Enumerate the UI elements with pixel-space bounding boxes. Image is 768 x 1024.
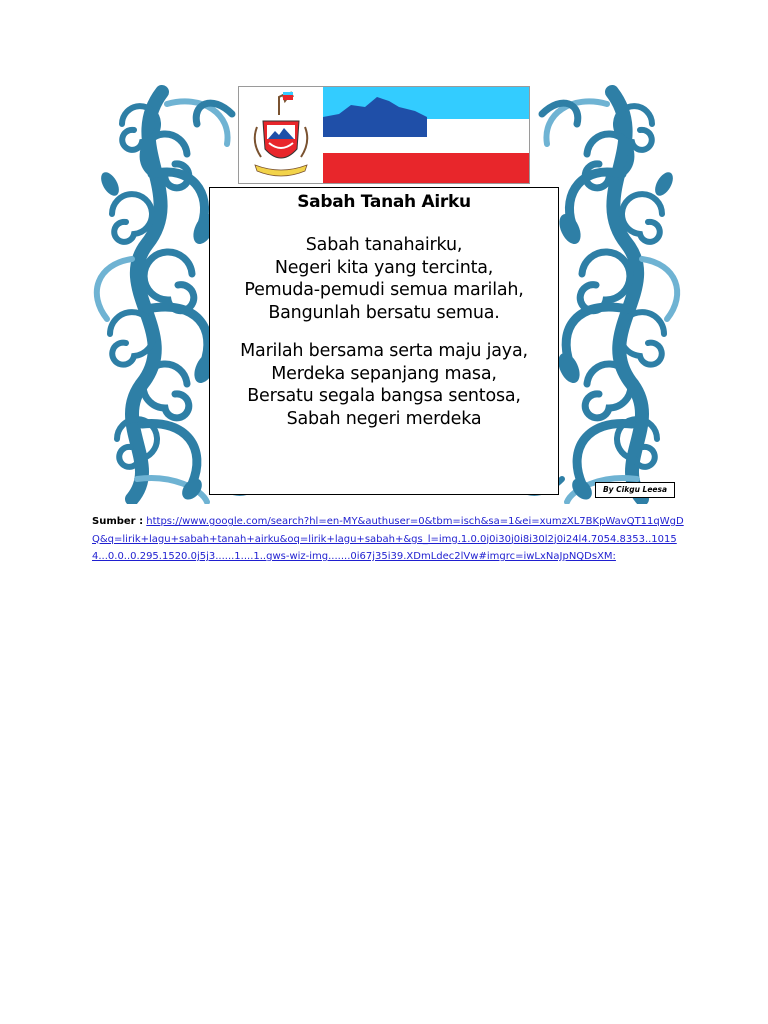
song-poster [92, 84, 682, 504]
source-link[interactable]: https://www.google.com/search?hl=en-MY&authuser=0&tbm=isch&sa=1&ei=xumzXL7BKpWavQT11qWgDQ&q=lirik+lagu+sabah+tanah+airku&oq=lirik+lagu+sabah+&gs_l=img.1.0.0j0i30j0i8i30l2j0i24l4.7054.8353..10154...0.0..0.295.1520.0j5j3......1....1..gws-wiz-img.......0i67j35i39.XDmLdec2lVw#imgrc=iwLxNaJpNQDsXM: [92, 516, 684, 562]
lyric-line: Pemuda-pemudi semua marilah, [244, 280, 524, 300]
lyric-line: Bangunlah bersatu semua. [268, 302, 500, 323]
source-citation [92, 513, 684, 566]
source-label: Sumber : [92, 516, 144, 527]
verse-2 [210, 340, 558, 430]
lyric-line: Sabah tanahairku, [305, 235, 463, 255]
lyrics-box [209, 187, 559, 495]
sabah-flag-icon [323, 87, 530, 184]
sabah-flag-banner [238, 86, 530, 184]
lyric-line: Sabah negeri merdeka [286, 408, 482, 429]
credit-tag: By Cikgu Leesa [595, 482, 675, 498]
song-title: Sabah Tanah Airku [297, 192, 471, 212]
lyric-line: Marilah bersama serta maju jaya, [240, 341, 528, 361]
lyric-line: Bersatu segala bangsa sentosa, [247, 386, 521, 406]
coat-of-arms-icon [239, 87, 323, 184]
verse-1 [210, 234, 558, 324]
lyric-line: Merdeka sepanjang masa, [271, 363, 497, 384]
lyric-line: Negeri kita yang tercinta, [274, 257, 494, 278]
